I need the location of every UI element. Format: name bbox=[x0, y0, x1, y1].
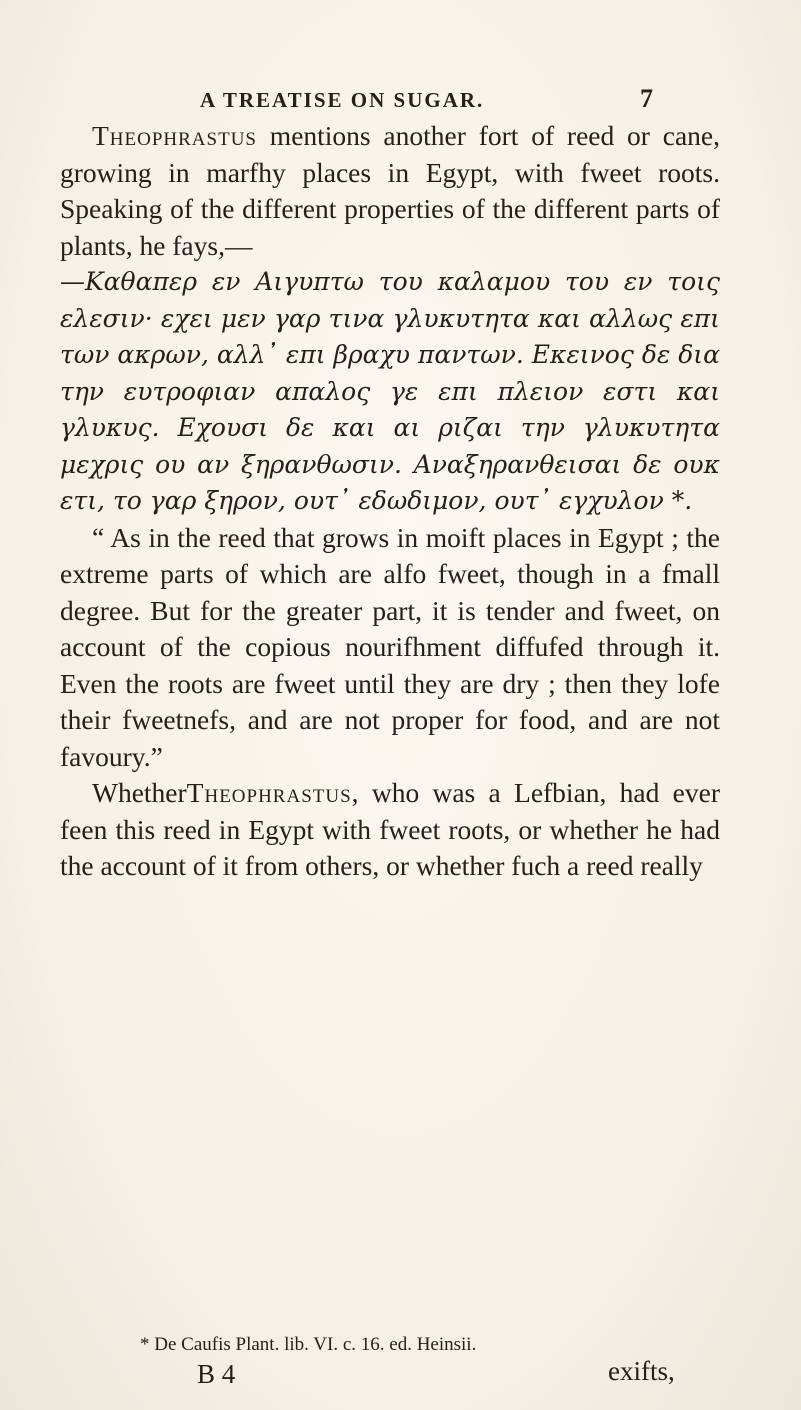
signature-mark: B 4 bbox=[197, 1359, 236, 1389]
greek-quotation: —Καθαπερ εν Αιγυπτω του καλαμου του εν τοις ελεσιν· εχει μεν γαρ τινα γλυκυτητα και αλλως επι των ακρων, αλλ᾽ επι βραχυ παντων. Εκεινος δε δια την ευτροφιαν απαλος γε επι πλειον εστι και γλυκυς. Εχουσι δε και αι ριζαι την γλυκυτητα μεχρις ου αν ξηρανθωσιν. Αναξηρανθεισαι δε ουκ ετι, το γαρ ξηρον, ουτ᾽ εδωδιμον, ουτ᾽ εγχυλον *. bbox=[60, 267, 720, 515]
paragraph-question-text: , who was a Lefbian, had ever feen this reed in Egypt with fweet roots, or whether he had the account of it from others, or whether fuch a reed really bbox=[60, 777, 720, 881]
running-header: A TREATISE ON SUGAR. bbox=[200, 88, 485, 112]
paragraph-intro-text: mentions another fort of reed or cane, growing in marfhy places in Egypt, with fweet roots. Speaking of the different properties of the different parts of plants, he fays,— bbox=[60, 120, 720, 261]
paragraph-question-lead: Whether bbox=[92, 777, 187, 808]
catchword: exifts, bbox=[608, 1356, 675, 1386]
author-name-smallcaps-2: Theophrastus bbox=[186, 777, 352, 808]
page-body bbox=[60, 118, 720, 885]
paragraph-intro bbox=[60, 118, 720, 264]
paragraph-question bbox=[60, 775, 720, 885]
english-translation: “ As in the reed that grows in moift places in Egypt ; the extreme parts of which are alfo fweet, though in a fmall degree. But for the greater part, it is tender and fweet, on account of the copious nourifhment diffufed through it. Even the roots are fweet until they are dry ; then they lofe their fweetnefs, and are not proper for food, and are not favoury.” bbox=[60, 521, 720, 772]
footnote: * De Caufis Plant. lib. VI. c. 16. ed. Heinsii. bbox=[140, 1334, 477, 1355]
author-name-smallcaps: Theophrastus bbox=[92, 120, 257, 151]
page-number: 7 bbox=[640, 84, 653, 113]
